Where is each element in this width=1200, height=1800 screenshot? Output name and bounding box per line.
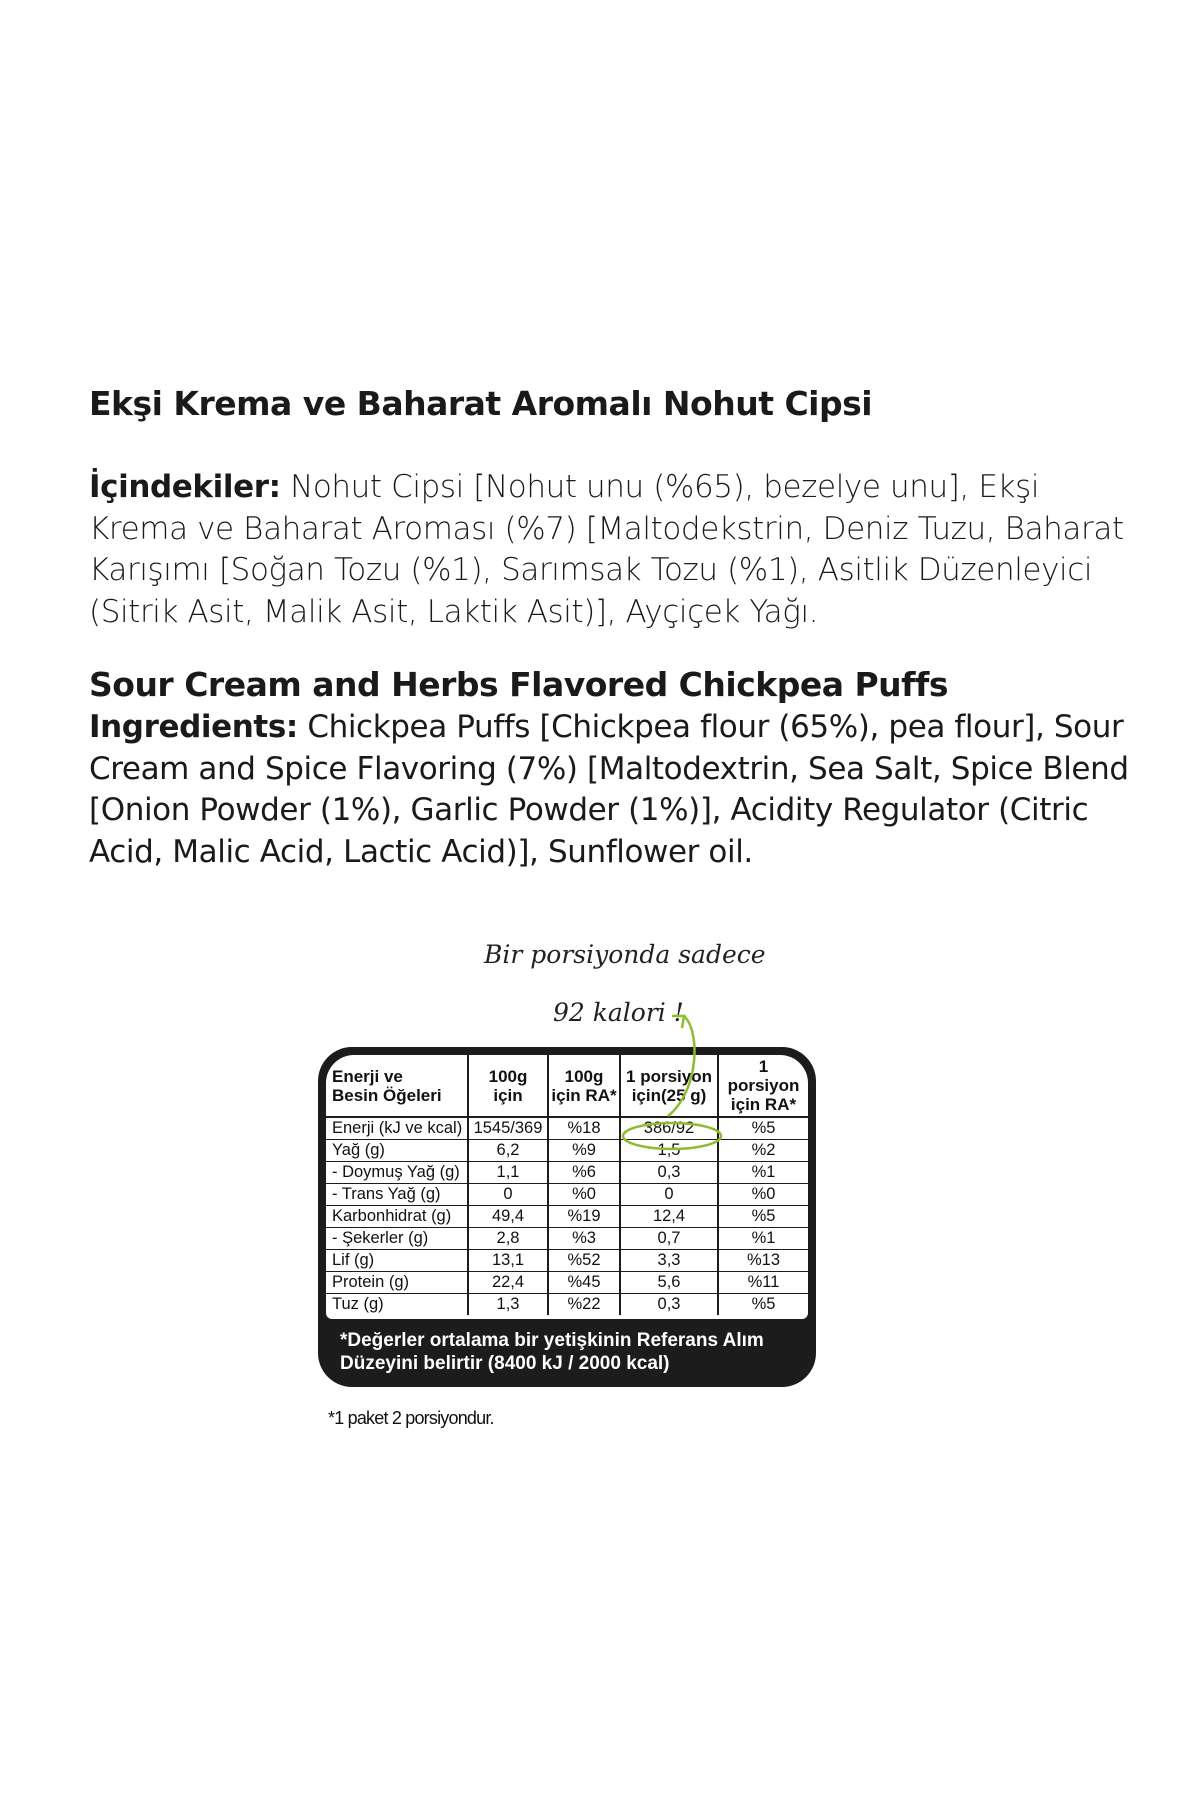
ingredients-en-line-2: Cream and Spice Flavoring (7%) [Maltodextrin, Sea Salt, Spice Blend: [89, 750, 1129, 787]
table-row: [326, 1140, 808, 1162]
table-cell: 5,6: [620, 1272, 718, 1294]
table-cell: %2: [718, 1140, 808, 1162]
table-cell: %1: [718, 1162, 808, 1184]
table-cell: 13,1: [468, 1250, 548, 1272]
table-row: [326, 1162, 808, 1184]
product-title-en: Sour Cream and Herbs Flavored Chickpea Puffs: [89, 665, 949, 704]
table-cell: 22,4: [468, 1272, 548, 1294]
table-cell: %11: [718, 1272, 808, 1294]
table-cell: Yağ (g): [326, 1140, 468, 1162]
ingredients-en-text: Chickpea Puffs [Chickpea flour (65%), pea flour], Sour: [297, 709, 1124, 745]
table-cell: 0,3: [620, 1294, 718, 1316]
table-cell: %9: [548, 1140, 620, 1162]
ingredients-en: [89, 707, 1129, 873]
table-cell: 0: [620, 1184, 718, 1206]
nutrition-facts-panel: [318, 1047, 816, 1387]
table-cell: 3,3: [620, 1250, 718, 1272]
table-cell: %1: [718, 1228, 808, 1250]
table-cell: %13: [718, 1250, 808, 1272]
table-cell: %19: [548, 1206, 620, 1228]
table-cell: 1545/369: [468, 1117, 548, 1140]
table-cell: %6: [548, 1162, 620, 1184]
table-cell: %22: [548, 1294, 620, 1316]
table-cell: %0: [718, 1184, 808, 1206]
ingredients-label-en: Ingredients:: [89, 709, 298, 745]
table-cell: 386/92: [620, 1117, 718, 1140]
ingredients-en-line-4: Acid, Malic Acid, Lactic Acid)], Sunflower oil.: [89, 833, 753, 870]
ingredients-tr-line-3: Karışımı [Soğan Tozu (%1), Sarımsak Tozu (%1), Asitlik Düzenleyici: [89, 552, 1093, 588]
table-cell: 6,2: [468, 1140, 548, 1162]
table-cell: Protein (g): [326, 1272, 468, 1294]
table-row: [326, 1117, 808, 1140]
table-cell: Enerji (kJ ve kcal): [326, 1117, 468, 1140]
table-cell: %5: [718, 1294, 808, 1316]
table-row: [326, 1294, 808, 1316]
table-cell: 12,4: [620, 1206, 718, 1228]
ingredients-en-line-1: [89, 707, 1124, 749]
nutrition-table-area: [326, 1055, 808, 1319]
table-row: [326, 1272, 808, 1294]
column-header: 1 porsiyon için(25 g): [620, 1055, 718, 1117]
handwritten-note-line-2: 92 kalori !: [553, 998, 684, 1027]
ingredients-tr-line-1: [89, 467, 1109, 509]
table-cell: Karbonhidrat (g): [326, 1206, 468, 1228]
table-cell: Tuz (g): [332, 1295, 384, 1313]
nutrition-table: [326, 1055, 808, 1315]
table-cell: %52: [548, 1250, 620, 1272]
table-cell: 0,7: [620, 1228, 718, 1250]
table-cell: 2,8: [468, 1228, 548, 1250]
column-header: 1 porsiyon için RA*: [718, 1055, 808, 1117]
table-cell: 1,5: [620, 1140, 718, 1162]
table-cell: %0: [548, 1184, 620, 1206]
reference-intake-note: [340, 1329, 800, 1375]
ingredients-tr-line-2: Krema ve Baharat Aroması (%7) [Maltodekstrin, Deniz Tuzu, Baharat: [89, 510, 1124, 547]
table-cell: 0,3: [620, 1162, 718, 1184]
table-cell: %5: [718, 1206, 808, 1228]
reference-note-line-2: Düzeyini belirtir (8400 kJ / 2000 kcal): [340, 1353, 670, 1374]
serving-footnote: *1 paket 2 porsiyondur.: [328, 1408, 494, 1428]
table-cell: - Şekerler (g): [326, 1228, 468, 1250]
column-header: 100g için: [468, 1055, 548, 1117]
table-cell: 0: [468, 1184, 548, 1206]
table-cell: - Doymuş Yağ (g): [326, 1162, 468, 1184]
column-header: 100g için RA*: [548, 1055, 620, 1117]
table-cell: %45: [548, 1272, 620, 1294]
table-cell: 1,1: [468, 1162, 548, 1184]
ingredients-tr-text: Nohut Cipsi [Nohut unu (%65), bezelye unu], Ekşi: [280, 469, 1040, 505]
table-cell: - Trans Yağ (g): [326, 1184, 468, 1206]
table-cell: Lif (g): [326, 1250, 468, 1272]
ingredients-tr: [89, 467, 1124, 633]
table-row: [326, 1250, 808, 1272]
table-cell: %5: [718, 1117, 808, 1140]
table-cell: 49,4: [468, 1206, 548, 1228]
ingredients-tr-line-4: (Sitrik Asit, Malik Asit, Laktik Asit)], Ayçiçek Yağı.: [89, 593, 819, 630]
table-row: [326, 1206, 808, 1228]
ingredients-en-line-3: [Onion Powder (1%), Garlic Powder (1%)], Acidity Regulator (Citric: [89, 792, 1089, 828]
table-cell: %3: [548, 1228, 620, 1250]
table-row: [326, 1184, 808, 1206]
column-header: Enerji ve Besin Öğeleri: [326, 1055, 468, 1117]
table-cell: 1,3: [468, 1294, 548, 1316]
reference-note-line-1: *Değerler ortalama bir yetişkinin Referans Alım: [340, 1330, 764, 1351]
table-cell: %18: [548, 1117, 620, 1140]
table-row: [326, 1228, 808, 1250]
nutrition-header-row: [326, 1055, 808, 1117]
product-title-tr: Ekşi Krema ve Baharat Aromalı Nohut Cipsi: [89, 384, 873, 423]
handwritten-note-line-1: Bir porsiyonda sadece: [484, 940, 766, 969]
ingredients-label-tr: İçindekiler:: [89, 469, 281, 505]
